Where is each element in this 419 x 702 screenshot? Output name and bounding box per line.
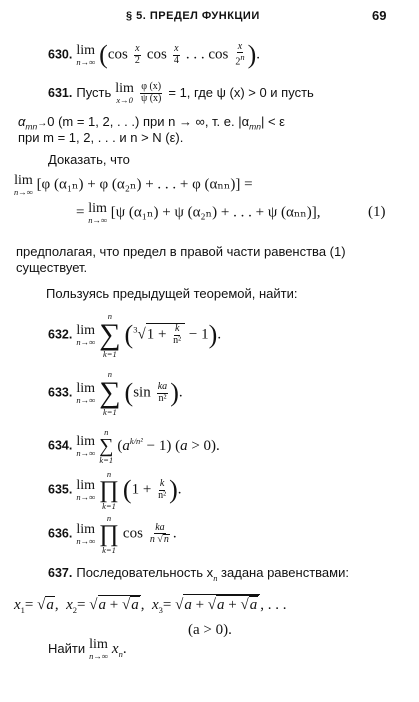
page-number: 69 <box>372 8 387 23</box>
problem-631-line1: 631. Пусть lim x→0 $\frac{\varphi (x)}{\psi (x)}$ = 1, где ψ (x) > 0 и пусть <box>48 81 314 105</box>
sequence-condition: (a > 0). <box>188 622 232 638</box>
problem-number: 631. <box>48 85 73 100</box>
equation-line-1: lim n→∞ [φ (α₁ₙ) + φ (α₂ₙ) + . . . + φ (αₙₙ)] = <box>14 173 253 197</box>
problem-634: 634. lim n→∞ n ∑ k=1 $(a^{k/n^2} - 1) (a > 0)$. <box>48 427 220 466</box>
limit-operator: lim n→∞ <box>76 42 96 67</box>
assumption-line-1: предполагая, что предел в правой части равенства (1) <box>16 244 346 259</box>
assumption-line-2: существует. <box>16 260 88 275</box>
problem-631-line3: при m = 1, 2, . . . и n > N (ε). <box>18 130 184 145</box>
section-header: § 5. ПРЕДЕЛ ФУНКЦИИ <box>126 10 260 22</box>
problem-632: 632. lim n→∞ n ∑ k=1 ($^3$√1 + $\frac{k}{\text{n²}}$ − 1). <box>48 311 222 360</box>
problem-635: 635. lim n→∞ n ∏ k=1 (1 + $\frac{k}{\text{n²}}$ ). <box>48 469 182 512</box>
problem-636: 636. lim n→∞ n ∏ k=1 cos $\frac{ka}{n √n}$ . <box>48 513 177 556</box>
prove-text: Доказать, что <box>48 152 130 167</box>
equation-line-2: = lim n→∞ [ψ (α₁ₙ) + ψ (α₂ₙ) + . . . + ψ (αₙₙ)], <box>76 201 321 225</box>
problem-637: 637. Последовательность $x_n$ задана равенствами: <box>48 565 349 584</box>
problem-631-line2: $\alpha_{mn}\to 0$ (m = 1, 2, . . .) при n → ∞, т. е. $|\alpha_{mn}| < \varepsilon$ <box>18 114 285 132</box>
sequence-formula: $x_1= √a$, $x_2= √a + √a$ , $x_3= √a + √a + √a$ , . . . <box>14 594 286 615</box>
equation-label: (1) <box>368 204 386 220</box>
problem-633: 633. lim n→∞ n ∑ k=1 (sin $\frac{ka}{\text{n²}}$ ). <box>48 369 183 418</box>
problem-630: 630. lim n→∞ (cos $\frac{x}{2}$ cos $\frac{x}{4}$ . . . cos $\frac{x}{2^n}$ ). <box>48 40 260 69</box>
using-text: Пользуясь предыдущей теоремой, найти: <box>46 286 298 301</box>
find-limit: Найти lim n→∞ $x_n$. <box>48 637 127 661</box>
problem-number: 630. <box>48 47 73 62</box>
